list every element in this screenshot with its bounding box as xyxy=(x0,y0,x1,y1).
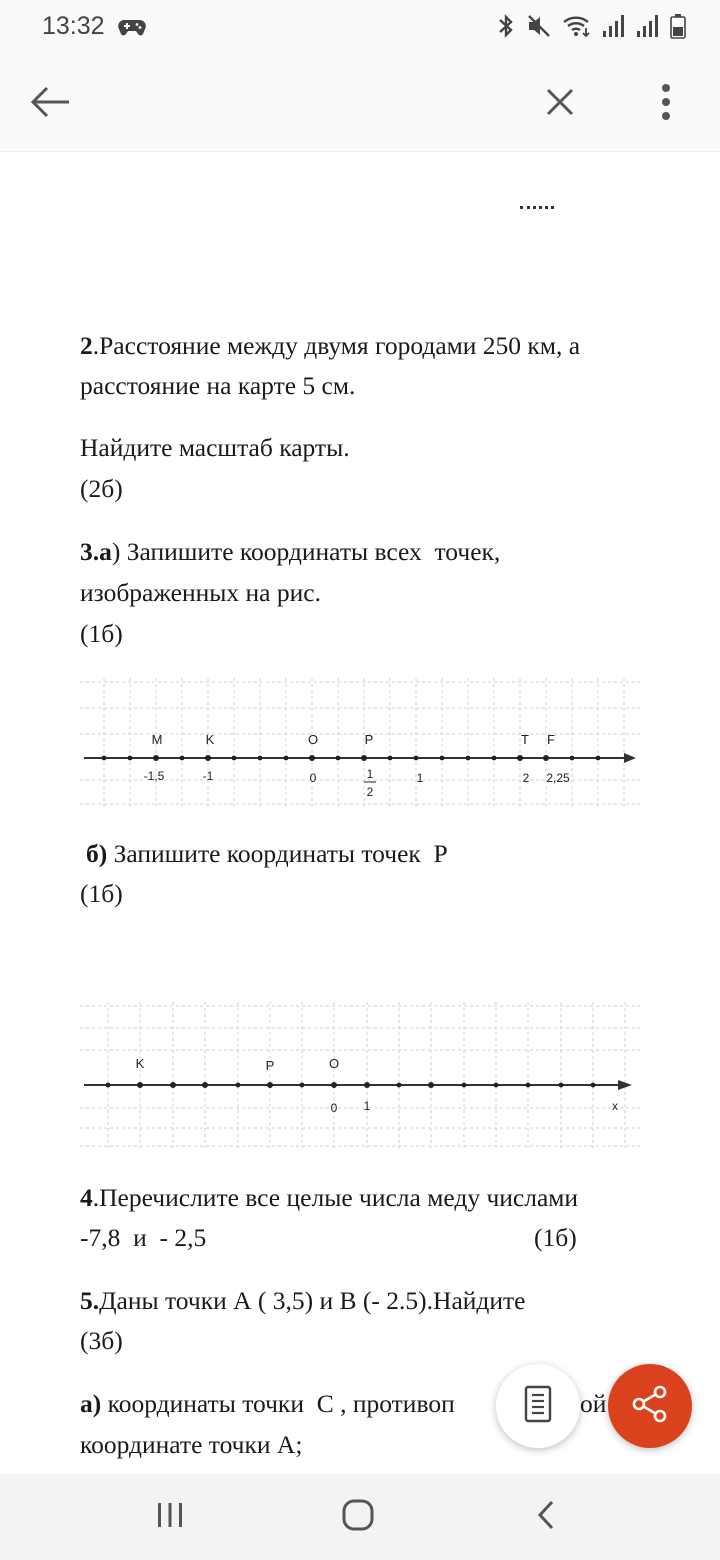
question-5a: а) координаты точки С , противоп xyxy=(80,1389,455,1418)
question-label: а) xyxy=(80,1389,102,1418)
share-button[interactable] xyxy=(608,1364,692,1448)
number-line-figure-1 xyxy=(80,674,640,810)
question-3b: б) Запишите координаты точек Р xyxy=(86,839,448,868)
question-label: б) xyxy=(86,839,108,868)
tick-label: 0 xyxy=(330,1101,338,1115)
point-label-k: K xyxy=(135,1056,145,1071)
mute-icon xyxy=(526,13,552,44)
tick-label: 2,25 xyxy=(546,771,570,785)
question-2: 2.Расстояние между двумя городами 250 км, а xyxy=(80,331,581,360)
tick-label: 1 xyxy=(363,1099,371,1113)
more-options-button[interactable] xyxy=(640,78,692,130)
fraction-numerator: 1 xyxy=(366,767,374,781)
question-2-line2: расстояние на карте 5 см. xyxy=(80,371,356,400)
question-2-points: (2б) xyxy=(80,474,123,503)
share-icon xyxy=(630,1384,670,1429)
home-icon xyxy=(342,1499,374,1536)
nav-back-icon xyxy=(536,1500,556,1535)
point-label-o: O xyxy=(307,732,319,747)
signal-icon xyxy=(602,13,626,44)
question-4-line2: -7,8 и - 2,5 xyxy=(80,1223,207,1252)
question-3a-points: (1б) xyxy=(80,619,123,648)
tick-label: 0 xyxy=(309,771,317,785)
question-number: 5. xyxy=(80,1286,100,1315)
point-label-o: O xyxy=(328,1056,340,1071)
home-button[interactable] xyxy=(328,1490,388,1544)
signal-icon xyxy=(636,13,660,44)
question-5-points: (3б) xyxy=(80,1326,123,1355)
point-label-k: K xyxy=(205,732,215,747)
reader-mode-button[interactable] xyxy=(496,1364,580,1448)
question-5: 5.Даны точки А ( 3,5) и В (- 2.5).Найдите xyxy=(80,1286,526,1315)
question-4: 4.Перечислите все целые числа меду числами xyxy=(80,1183,579,1212)
back-button[interactable] xyxy=(22,78,78,130)
nav-back-button[interactable] xyxy=(516,1490,576,1544)
question-number: 3.а xyxy=(80,537,112,566)
fraction-denominator: 2 xyxy=(366,785,374,799)
point-label-f: F xyxy=(547,732,555,747)
battery-icon xyxy=(670,13,686,44)
tick-label: -1 xyxy=(202,769,214,783)
question-3a: 3.а) Запишите координаты всех точек, xyxy=(80,537,501,566)
number-line-figure-2 xyxy=(80,1000,640,1148)
reader-mode-icon xyxy=(524,1385,552,1428)
question-3a-line2: изображенных на рис. xyxy=(80,578,321,607)
system-nav-bar xyxy=(0,1474,720,1560)
point-label-p: P xyxy=(364,732,374,747)
document-view[interactable] xyxy=(0,152,720,1474)
app-bar xyxy=(0,56,720,152)
axis-label-x: x xyxy=(612,1099,618,1113)
tick-label: 2 xyxy=(522,771,530,785)
close-button[interactable] xyxy=(534,78,586,130)
question-2-task: Найдите масштаб карты. xyxy=(80,433,350,462)
more-vertical-icon xyxy=(661,83,671,126)
status-icons xyxy=(496,12,686,44)
recent-apps-button[interactable] xyxy=(140,1490,200,1544)
question-5a-line2: координате точки А; xyxy=(80,1430,303,1459)
arrow-left-icon xyxy=(29,85,71,124)
question-number: 2 xyxy=(80,331,93,360)
tick-label: -1,5 xyxy=(143,769,165,783)
cropped-text-fragment xyxy=(520,206,554,212)
question-number: 4 xyxy=(80,1183,93,1212)
question-4-points: (1б) xyxy=(534,1223,577,1252)
bluetooth-icon xyxy=(496,13,516,44)
axis-arrow xyxy=(624,753,636,763)
tick-label: 1 xyxy=(416,771,424,785)
recent-apps-icon xyxy=(156,1501,184,1534)
question-3b-points: (1б) xyxy=(80,879,123,908)
status-bar xyxy=(0,0,720,56)
wifi-icon xyxy=(562,13,592,44)
close-icon xyxy=(545,87,575,122)
status-time: 13:32 xyxy=(42,12,105,40)
point-label-p: P xyxy=(265,1058,275,1073)
point-label-t: T xyxy=(521,732,529,747)
gamepad-icon xyxy=(118,16,146,43)
point-label-m: M xyxy=(151,732,163,747)
question-5a-tail: ой xyxy=(580,1389,607,1418)
